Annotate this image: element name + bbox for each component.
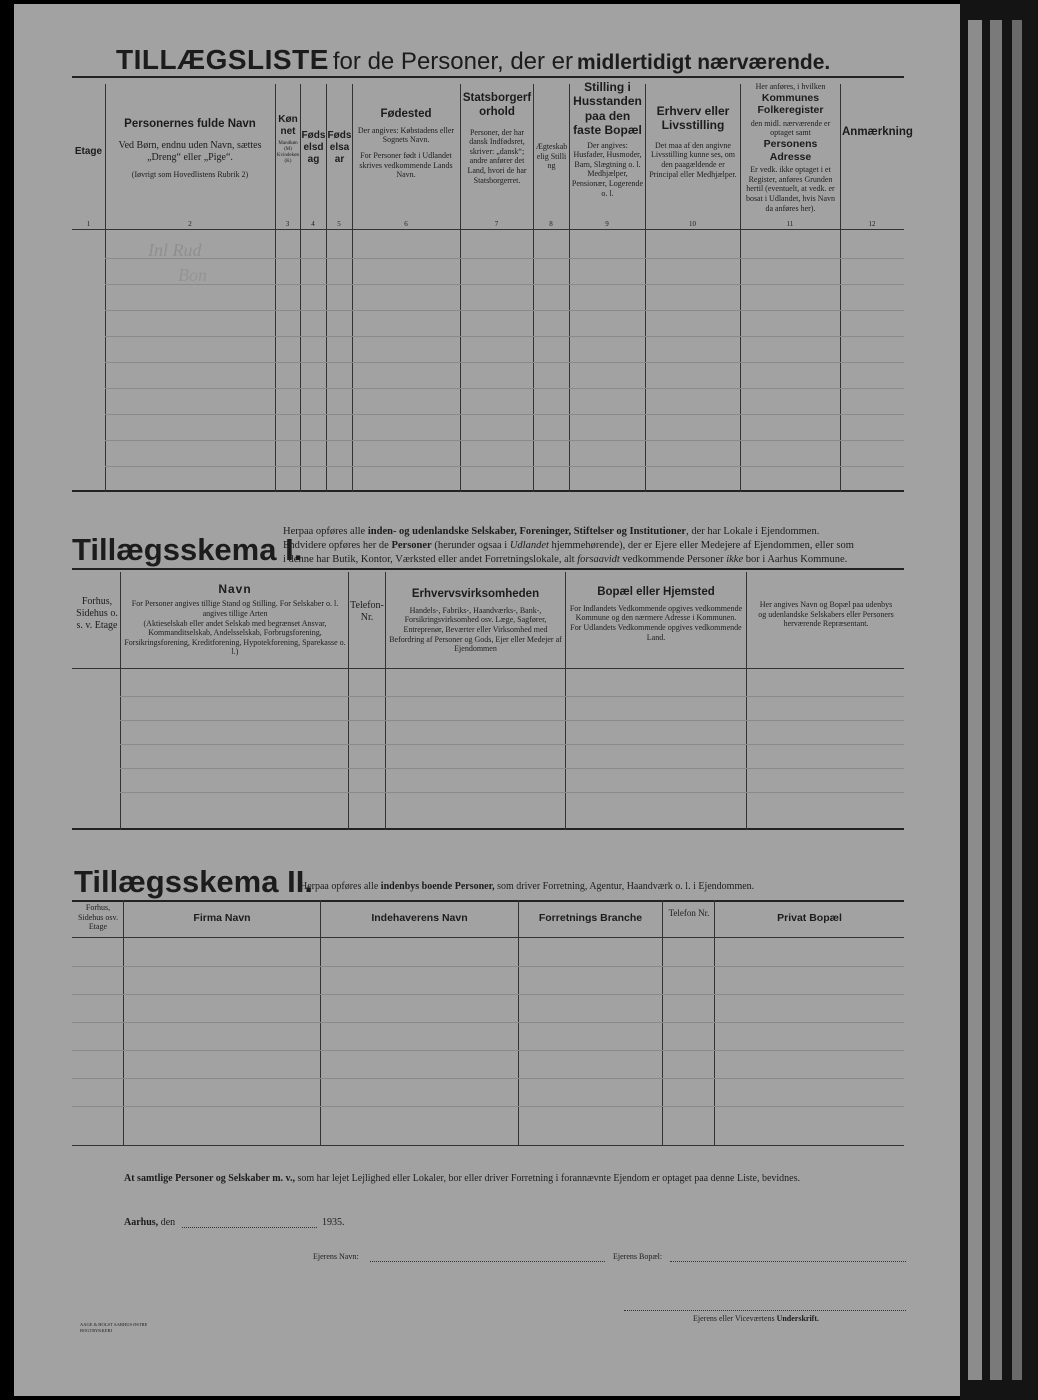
handwriting-row2: Bon <box>178 265 207 285</box>
t1-col-etage: Etage <box>74 146 103 157</box>
main-title-bold2: midlertidigt nærværende. <box>577 51 831 74</box>
t1-col-aegteskab: Ægteskabelig Stilling <box>535 142 568 171</box>
t1-col-foedselsdag: Fødselsdag <box>301 130 326 165</box>
printer-imprint: AAGE & HOLST AARHUS ØSTRE BOGTRYKKERI <box>80 1322 148 1333</box>
owner-address-field[interactable] <box>670 1261 906 1262</box>
s2-col-telefon: Telefon Nr. <box>668 908 710 918</box>
s1-col-erhverv: Erhvervsvirksomheden Handels-, Fabriks-, Haandværks-, Bank-, Forsikringsvirksomhed osv. Læge, Sagfører, Entreprenør, Beværter eller Virksomhed med Befordring af Personer og Gods, Ejer eller Medejer af Ejendommen <box>389 588 562 654</box>
t1-num-1: 1 <box>86 220 91 228</box>
signature-field[interactable] <box>624 1310 906 1311</box>
footer-year: 1935. <box>322 1217 345 1228</box>
t1-col-navn-sub: Ved Børn, endnu uden Navn, sættes „Dreng“ eller „Pige“. <box>118 139 262 163</box>
t1-col-navn <box>108 118 272 179</box>
main-title <box>116 44 830 76</box>
main-title-bold: TILLÆGSLISTE <box>116 44 329 75</box>
handwriting-row1: Inl Rud <box>148 240 202 260</box>
s1-col-navn: Navn For Personer angives tillige Stand og Stilling. For Selskaber o. l. angives tillige Arten (Aktieselskab eller andet Selskab med begrænset Ansvar, Kommanditselskab, Andelsselskab, Forbrugsforening, Forsikringsforening, Kreditforening, Hypotekforening, Sparekasse o. l.) <box>124 582 346 657</box>
s2-col-branche: Forretnings Branche <box>538 912 643 924</box>
owner-name-label: Ejerens Navn: <box>313 1252 359 1261</box>
s2-col-etage: Forhus, Sidehus osv. Etage <box>78 903 118 932</box>
date-field[interactable] <box>182 1227 317 1228</box>
main-title-rest: for de Personer, der er <box>332 48 574 75</box>
t1-col-koen: Kønnet Mandkøn (M) Kvindekøn (K) <box>276 114 300 164</box>
t1-col-erhverv: Erhverv eller Livsstilling Det maa af den angivne Livsstilling kunne ses, om den paagældende er Principal eller Medhjælper. <box>649 104 737 179</box>
t1-col-foedested: Fødested Der angives: Købstadens eller Sognets Navn. For Personer født i Udlandet skrives vedkommende Lands Navn. <box>357 108 455 180</box>
t1-num-9: 9 <box>605 220 609 228</box>
t1-num-4: 4 <box>311 220 315 228</box>
t1-num-8: 8 <box>549 220 553 228</box>
s2-col-privat-bopael: Privat Bopæl <box>777 912 842 924</box>
skema2-title: Tillægsskema II. <box>74 864 313 899</box>
skema2-intro: Herpaa opføres alle indenbys boende Personer, som driver Forretning, Agentur, Haandværk o. l. i Ejendommen. <box>300 881 755 892</box>
signature-label: Ejerens eller Viceværtens Underskrift. <box>693 1314 820 1323</box>
skema1-intro: Herpaa opføres alle inden- og udenlandske Selskaber, Foreninger, Stiftelser og Institutioner, der har Lokale i Ejendommen. Endvidere opføres her de Personer (herunder ogsaa i Udlandet hjemmehørende), der er Ejere eller Medejere af Ejendommen, eller som i denne har Butik, Kontor, Værksted eller andet Forretningslokale, alt forsaavidt vedkommende Personer ikke bor i Aarhus Kommune. <box>283 526 854 566</box>
t1-num-3: 3 <box>285 220 290 228</box>
footer-statement: At samtlige Personer og Selskaber m. v., som har lejet Lejlighed eller Lokaler, bor eller driver Forretning i forannævnte Ejendom er optaget paa denne Liste, bevidnes. <box>124 1173 800 1184</box>
t1-col-foedselsaar: Fødselsaar <box>327 130 352 165</box>
skema1-title: Tillægsskema I. <box>72 532 303 567</box>
s2-col-firma: Firma Navn <box>193 912 251 924</box>
t1-col-anmaerkning: Anmærkning <box>842 126 913 138</box>
t1-num-11: 11 <box>786 220 794 228</box>
t1-col-statsborger: Statsborgerforhold Personer, der har dansk Indfødsret, skriver: „dansk“; andre anfører det Land, hvori de har Statsborgerret. <box>462 92 532 185</box>
t1-col-stilling: Stilling i Husstanden paa den faste Bopæl Der angives: Husfader, Husmoder, Barn, Slægtning o. l. Medhjælper, Pensionær, Logerende o. l. <box>571 80 644 198</box>
s2-col-indehaver: Indehaverens Navn <box>371 912 468 924</box>
footer-date-line: Aarhus, den <box>124 1217 176 1228</box>
t1-num-10: 10 <box>689 220 696 228</box>
owner-name-field[interactable] <box>370 1261 605 1262</box>
t1-num-6: 6 <box>404 220 408 228</box>
t1-num-12: 12 <box>868 220 876 228</box>
s1-col-etage: Forhus, Sidehus o. s. v. Etage <box>76 596 118 631</box>
t1-num-2: 2 <box>188 220 192 228</box>
t1-col-navn-label: Personernes fulde Navn <box>124 118 256 130</box>
owner-address-label: Ejerens Bopæl: <box>613 1252 663 1261</box>
t1-num-5: 5 <box>337 220 341 228</box>
s1-col-repraesentant: Her angives Navn og Bopæl paa udenbys og udenlandske Selskabers eller Personers herværende Repræsentant. <box>758 600 894 629</box>
book-spine <box>960 0 1038 1400</box>
s1-col-bopael: Bopæl eller Hjemsted For Indlandets Vedkommende opgives vedkommende Kommune og den nærmere Adresse i Kommunen. For Udlandets Vedkommende opgives vedkommende Land. <box>569 586 743 642</box>
t1-num-7: 7 <box>494 220 499 228</box>
s1-col-telefon: Telefon-Nr. <box>350 600 384 623</box>
t1-col-navn-note: (Iøvrigt som Hovedlistens Rubrik 2) <box>131 169 249 179</box>
t1-col-folkeregister: Her anføres, i hvilken Kommunes Folkeregister den midl. nærværende er optaget samt Personens Adresse Er vedk. ikke optaget i et Register, anføres Grunden hertil (eventuelt, at vedk. er bosat i Udlandet, hvis Navn da anføres her). <box>745 82 836 213</box>
